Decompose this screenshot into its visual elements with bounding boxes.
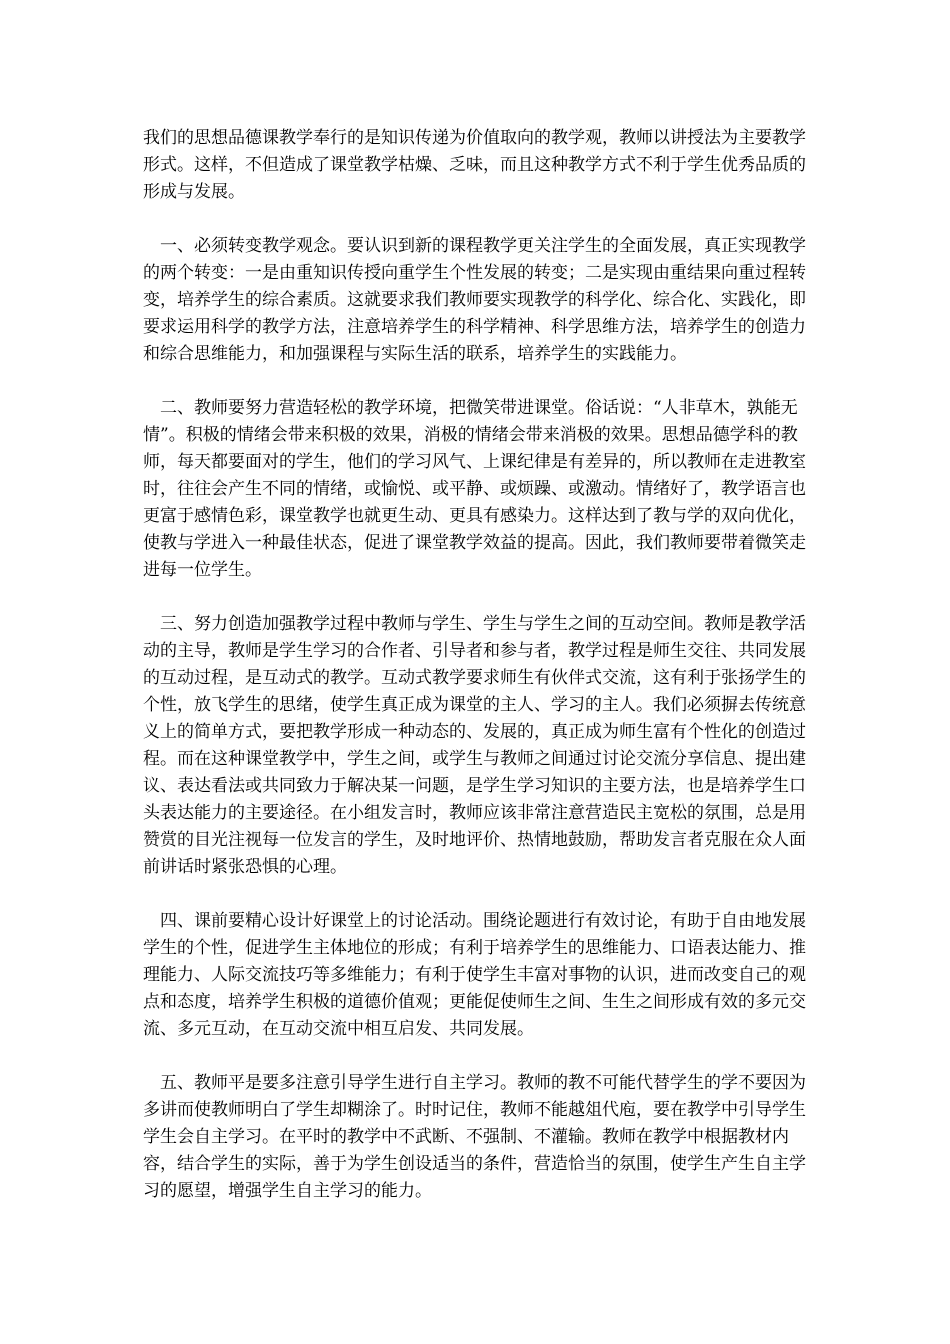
paragraph-point-1: 一、必须转变教学观念。要认识到新的课程教学更关注学生的全面发展，真正实现教学的两个转变：一是由重知识传授向重学生个性发展的转变；二是实现由重结果向重过程转变，培养学生的综合素质。这就要求我们教师要实现教学的科学化、综合化、实践化，即要求运用科学的教学方法，注意培养学生的科学精神、科学思维方法，培养学生的创造力和综合思维能力，和加强课程与实际生活的联系，培养学生的实践能力。 xyxy=(143,236,806,364)
paragraph-point-3: 三、努力创造加强教学过程中教师与学生、学生与学生之间的互动空间。教师是教学活动的主导，教师是学生学习的合作者、引导者和参与者，教学过程是师生交往、共同发展的互动过程，是互动式的教学。互动式教学要求师生有伙伴式交流，这有利于张扬学生的个性，放飞学生的思绪，使学生真正成为课堂的主人、学习的主人。我们必须摒去传统意义上的简单方式，要把教学形成一种动态的、发展的，真正成为师生富有个性化的创造过程。而在这种课堂教学中，学生之间，或学生与教师之间通过讨论交流分享信息、提出建议、表达看法或共同致力于解决某一问题，是学生学习知识的主要方法，也是培养学生口头表达能力的主要途径。在小组发言时，教师应该非常注意营造民主宽松的氛围，总是用赞赏的目光注视每一位发言的学生，及时地评价、热情地鼓励，帮助发言者克服在众人面前讲话时紧张恐惧的心理。 xyxy=(143,614,806,877)
paragraph-intro: 我们的思想品德课教学奉行的是知识传递为价值取向的教学观，教师以讲授法为主要教学形式。这样，不但造成了课堂教学枯燥、乏味，而且这种教学方式不利于学生优秀品质的形成与发展。 xyxy=(143,128,806,202)
paragraph-point-4: 四、课前要精心设计好课堂上的讨论活动。围绕论题进行有效讨论，有助于自由地发展学生的个性，促进学生主体地位的形成；有利于培养学生的思维能力、口语表达能力、推理能力、人际交流技巧等多维能力；有利于使学生丰富对事物的认识，进而改变自己的观点和态度，培养学生积极的道德价值观；更能促使师生之间、生生之间形成有效的多元交流、多元互动，在互动交流中相互启发、共同发展。 xyxy=(143,911,806,1039)
paragraph-point-2: 二、教师要努力营造轻松的教学环境，把微笑带进课堂。俗话说：“人非草木，孰能无情”。积极的情绪会带来积极的效果，消极的情绪会带来消极的效果。思想品德学科的教师，每天都要面对的学生，他们的学习风气、上课纪律是有差异的，所以教师在走进教室时，往往会产生不同的情绪，或愉悦、或平静、或烦躁、或激动。情绪好了，教学语言也更富于感情色彩，课堂教学也就更生动、更具有感染力。这样达到了教与学的双向优化，使教与学进入一种最佳状态，促进了课堂教学效益的提高。因此，我们教师要带着微笑走进每一位学生。 xyxy=(143,398,806,580)
paragraph-point-5: 五、教师平是要多注意引导学生进行自主学习。教师的教不可能代替学生的学不要因为多讲而使教师明白了学生却糊涂了。时时记住，教师不能越俎代庖，要在教学中引导学生学生会自主学习。在平时的教学中不武断、不强制、不灌输。教师在教学中根据教材内容，结合学生的实际，善于为学生创设适当的条件，营造恰当的氛围，使学生产生自主学习的愿望，增强学生自主学习的能力。 xyxy=(143,1073,806,1201)
document-body xyxy=(143,125,811,1205)
